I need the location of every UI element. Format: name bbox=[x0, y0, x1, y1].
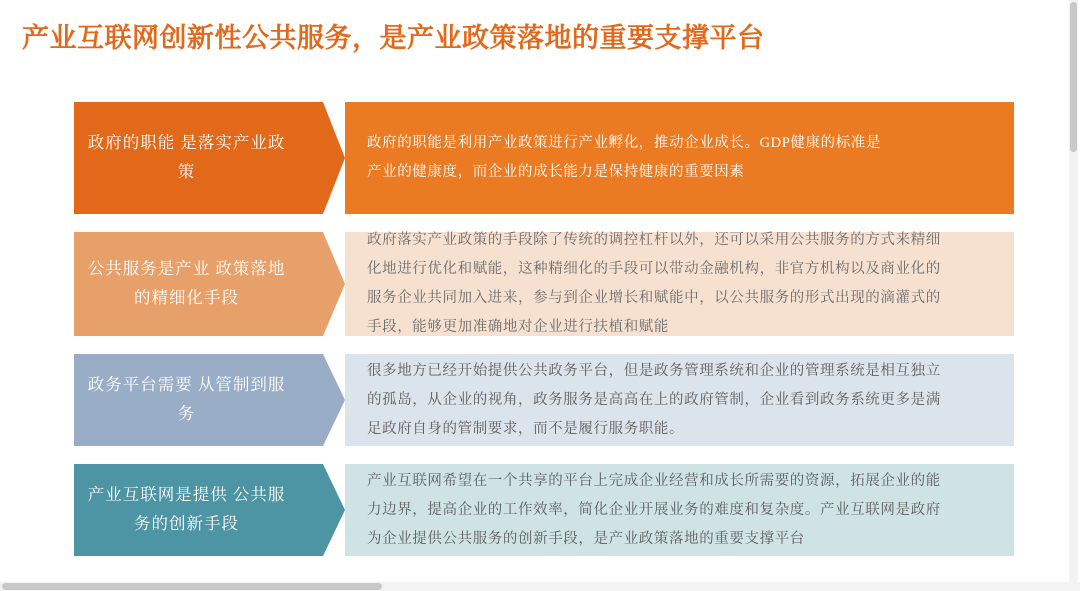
row-body bbox=[345, 232, 1014, 336]
content-rows bbox=[74, 102, 1014, 574]
row-body-line: 产业互联网希望在一个共享的平台上完成企业经营和成长所需要的资源，拓展企业的能 bbox=[367, 472, 941, 489]
row-label bbox=[74, 232, 299, 336]
row-body bbox=[345, 102, 1014, 214]
content-row bbox=[74, 354, 1014, 446]
horizontal-scrollbar[interactable] bbox=[0, 582, 1080, 591]
vertical-scrollbar[interactable] bbox=[1069, 0, 1078, 591]
arrow-shape bbox=[299, 464, 345, 556]
row-body-line: 很多地方已经开始提供公共政务平台，但是政务管理系统和企业的管理系统是相互独立 bbox=[367, 362, 941, 379]
row-body bbox=[345, 464, 1014, 556]
row-label bbox=[74, 464, 299, 556]
row-label-line: 政府的职能 bbox=[87, 133, 176, 153]
content-row bbox=[74, 464, 1014, 556]
row-label-line: 政策落地的精细化手段 bbox=[134, 259, 286, 307]
row-label bbox=[74, 102, 299, 214]
row-body-line: 服务企业共同加入进来，参与到企业增长和赋能中，以公共服务的形式出现的滴灌式的 bbox=[367, 290, 941, 306]
row-label-line: 政务平台需要 bbox=[87, 375, 193, 395]
row-body-line: 力边界，提高企业的工作效率，简化企业开展业务的难度和复杂度。产业互联网是政府 bbox=[367, 501, 941, 518]
vertical-scrollbar-thumb[interactable] bbox=[1070, 2, 1077, 152]
horizontal-scrollbar-thumb[interactable] bbox=[2, 583, 382, 590]
page-title: 产业互联网创新性公共服务，是产业政策落地的重要支撑平台 bbox=[22, 23, 765, 53]
arrow-shape bbox=[299, 102, 345, 214]
row-label-line: 从管制到服务 bbox=[177, 375, 286, 423]
row-body-line: 手段，能够更加准确地对企业进行扶植和赋能 bbox=[367, 319, 669, 335]
content-row bbox=[74, 102, 1014, 214]
row-label-line: 公共服务的创新手段 bbox=[134, 485, 286, 533]
row-label bbox=[74, 354, 299, 446]
row-body bbox=[345, 354, 1014, 446]
row-label-line: 公共服务是产业 bbox=[87, 259, 211, 279]
row-body-line: 政府的职能是利用产业政策进行产业孵化，推动企业成长。GDP健康的标准是 bbox=[367, 135, 882, 151]
arrow-shape bbox=[299, 232, 345, 336]
row-label-line: 是落实产业政策 bbox=[177, 133, 286, 181]
row-body-line: 足政府自身的管制要求，而不是履行服务职能。 bbox=[367, 420, 685, 437]
row-label-line: 产业互联网是提供 bbox=[87, 485, 228, 505]
arrow-shape bbox=[299, 354, 345, 446]
row-body-line: 政府落实产业政策的手段除了传统的调控杠杆以外，还可以采用公共服务的方式来精细 bbox=[367, 232, 941, 248]
content-row bbox=[74, 232, 1014, 336]
row-body-line: 为企业提供公共服务的创新手段，是产业政策落地的重要支撑平台 bbox=[367, 530, 805, 547]
row-body-line: 产业的健康度，而企业的成长能力是保持健康的重要因素 bbox=[367, 164, 745, 180]
row-body-line: 的孤岛，从企业的视角，政务服务是高高在上的政府管制，企业看到政务系统更多是满 bbox=[367, 391, 941, 408]
row-body-line: 化地进行优化和赋能，这种精细化的手段可以带动金融机构，非官方机构以及商业化的 bbox=[367, 261, 941, 277]
